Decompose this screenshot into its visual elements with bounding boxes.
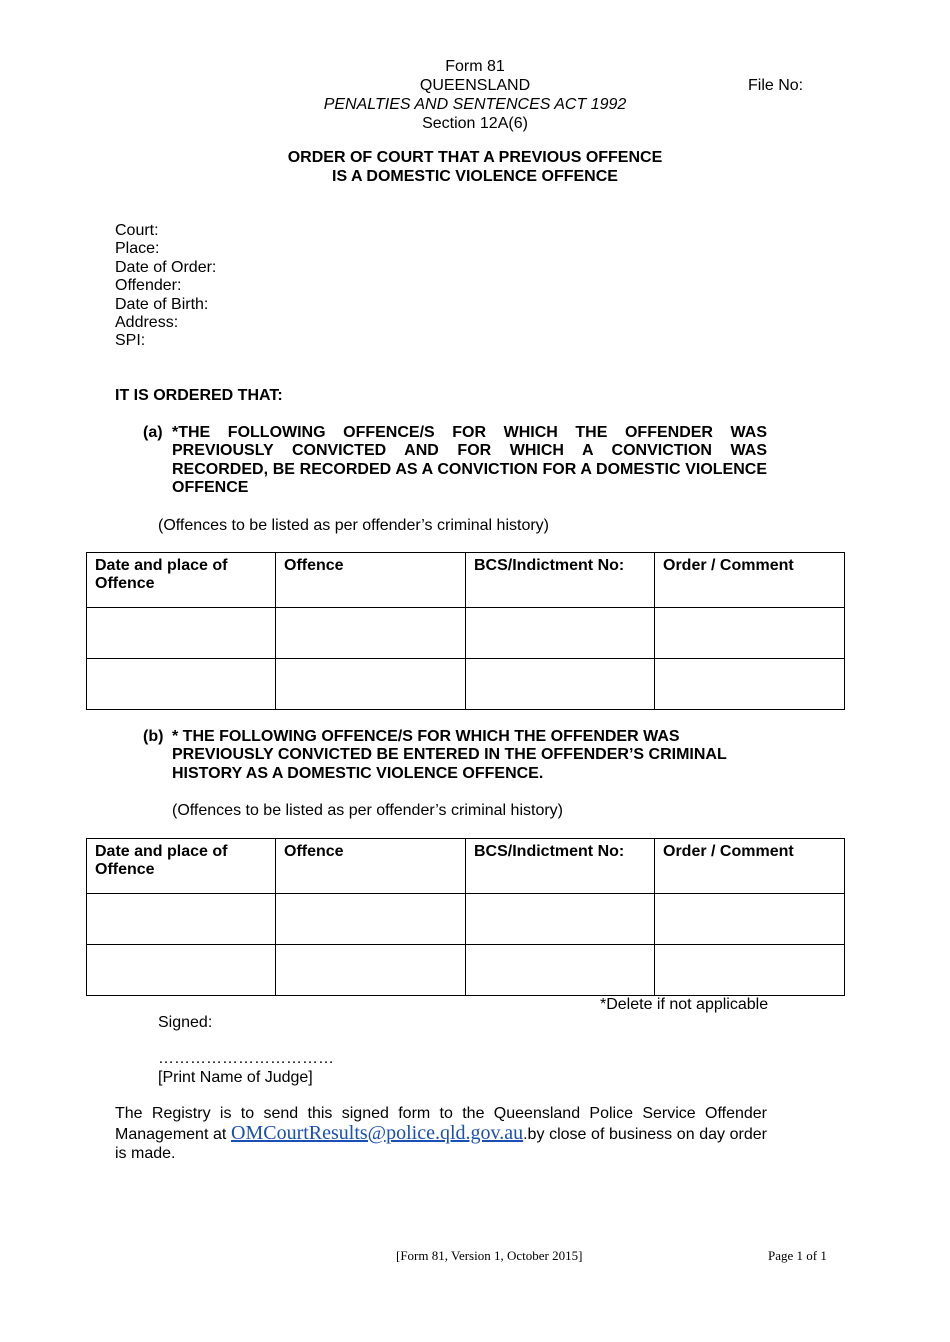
- registry-text-after: .by close of business on day order is made.: [115, 1125, 768, 1162]
- table-cell[interactable]: [276, 945, 466, 996]
- section-ref: Section 12A(6): [422, 115, 528, 132]
- title-line-2: IS A DOMESTIC VIOLENCE OFFENCE: [332, 168, 618, 185]
- signature-line: ……………………………: [158, 1050, 334, 1067]
- field-spi: SPI:: [115, 332, 146, 350]
- offence-table-b: [86, 838, 845, 996]
- title-line-1: ORDER OF COURT THAT A PREVIOUS OFFENCE: [287, 149, 663, 166]
- header-order-comment: Order / Comment: [655, 839, 845, 894]
- table-row: [87, 894, 845, 945]
- footer-page-number: Page 1 of 1: [768, 1248, 827, 1263]
- table-cell[interactable]: [276, 894, 466, 945]
- section-b-line-1: * THE FOLLOWING OFFENCE/S FOR WHICH THE OFFENDER WAS: [172, 728, 680, 745]
- table-cell[interactable]: [466, 659, 655, 710]
- header-offence: Offence: [276, 553, 466, 608]
- header-bcs-indictment: BCS/Indictment No:: [466, 839, 655, 894]
- header-date-place: Date and place of Offence: [87, 839, 276, 894]
- field-offender: Offender:: [115, 277, 182, 295]
- print-name-label: [Print Name of Judge]: [158, 1069, 313, 1086]
- section-b-text: [172, 728, 727, 783]
- offence-table-a: [86, 552, 845, 710]
- table-cell[interactable]: [466, 894, 655, 945]
- header-date-place: Date and place of Offence: [87, 553, 276, 608]
- section-b-line-2: PREVIOUSLY CONVICTED BE ENTERED IN THE OFFENDER’S CRIMINAL: [172, 746, 727, 764]
- field-date-of-birth: Date of Birth:: [115, 295, 209, 313]
- delete-note: *Delete if not applicable: [600, 996, 769, 1013]
- table-cell[interactable]: [87, 894, 276, 945]
- registry-email-link[interactable]: OMCourtResults@police.qld.gov.au: [231, 1121, 524, 1144]
- table-cell[interactable]: [276, 659, 466, 710]
- section-b-note: (Offences to be listed as per offender’s criminal history): [172, 802, 563, 819]
- table-header-row: [87, 553, 845, 608]
- table-cell[interactable]: [87, 608, 276, 659]
- table-row: [87, 659, 845, 710]
- order-details: [115, 222, 216, 351]
- table-cell[interactable]: [655, 894, 845, 945]
- form-number: Form 81: [445, 58, 505, 75]
- field-date-of-order: Date of Order:: [115, 258, 217, 276]
- table-header-row: [87, 839, 845, 894]
- table-cell[interactable]: [466, 608, 655, 659]
- ordered-heading: IT IS ORDERED THAT:: [115, 387, 283, 404]
- section-a-text: *THE FOLLOWING OFFENCE/S FOR WHICH THE OFFENDER WAS PREVIOUSLY CONVICTED AND FOR WHICH A CONVICTION WAS RECORDED, BE RECORDED AS A CONVICTION FOR A DOMESTIC VIOLENCE OFFENCE: [172, 424, 767, 497]
- registry-instructions: [115, 1104, 767, 1164]
- section-a-note: (Offences to be listed as per offender’s criminal history): [158, 517, 549, 534]
- section-a-label: (a): [143, 424, 163, 441]
- section-b-label: (b): [143, 728, 164, 745]
- table-row: [87, 608, 845, 659]
- footer-version: [Form 81, Version 1, October 2015]: [396, 1248, 583, 1263]
- table-row: [87, 945, 845, 996]
- form-header: [0, 57, 950, 133]
- header-bcs-indictment: BCS/Indictment No:: [466, 553, 655, 608]
- table-cell[interactable]: [87, 945, 276, 996]
- table-cell[interactable]: [87, 659, 276, 710]
- header-order-comment: Order / Comment: [655, 553, 845, 608]
- act-name: PENALTIES AND SENTENCES ACT 1992: [323, 96, 627, 113]
- table-cell[interactable]: [466, 945, 655, 996]
- table-cell[interactable]: [655, 659, 845, 710]
- registry-text-before: The Registry is to send this signed form to the Queensland Police Service Offender Management at: [115, 1105, 767, 1143]
- table-cell[interactable]: [655, 608, 845, 659]
- section-b-line-3: HISTORY AS A DOMESTIC VIOLENCE OFFENCE.: [172, 764, 544, 782]
- state-name: QUEENSLAND: [419, 77, 531, 94]
- signed-label: Signed:: [158, 1014, 213, 1031]
- field-place: Place:: [115, 240, 160, 258]
- field-address: Address:: [115, 314, 179, 332]
- table-cell[interactable]: [655, 945, 845, 996]
- field-court: Court:: [115, 222, 159, 239]
- file-no-label: File No:: [748, 77, 804, 94]
- page-title: [0, 148, 950, 186]
- table-cell[interactable]: [276, 608, 466, 659]
- header-offence: Offence: [276, 839, 466, 894]
